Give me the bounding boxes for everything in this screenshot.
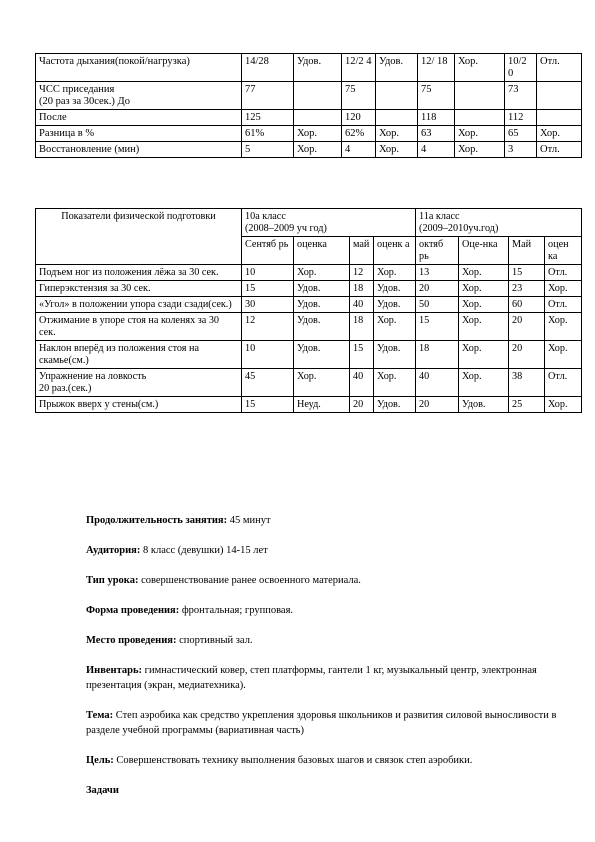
table1-cell: 75 — [342, 82, 376, 110]
lesson-item — [86, 543, 566, 558]
table2-cell: Удов. — [294, 297, 350, 313]
subheader-cell: оцен ка — [545, 237, 582, 265]
lesson-item-text: гимнастический ковер, степ платформы, гантели 1 кг, музыкальный центр, электронная презентация (экран, медиатехника). — [86, 665, 537, 691]
lesson-item-label: Аудитория: — [86, 545, 141, 556]
lesson-item-text: фронтальная; групповая. — [179, 605, 294, 616]
table1-cell — [455, 82, 505, 110]
table1-cell: 14/28 — [242, 54, 294, 82]
table1-body — [36, 54, 582, 158]
table1-cell: Хор. — [376, 126, 418, 142]
table2-cell: Хор. — [459, 341, 509, 369]
table1-label-cell: Частота дыхания(покой/нагрузка) — [36, 54, 242, 82]
class10-header: 10а класс (2008–2009 уч год) — [242, 209, 416, 237]
table1-cell: Хор. — [294, 142, 342, 158]
table2-row — [36, 397, 582, 413]
table1-row — [36, 126, 582, 142]
lesson-item-label: Продолжительность занятия: — [86, 515, 228, 526]
table2-cell: 15 — [416, 313, 459, 341]
lesson-item-text: Степ аэробика как средство укрепления здоровья школьников и развития силовой выносливости в разделе учебной программы (вариативная часть) — [86, 710, 557, 736]
subheader-cell: октяб рь — [416, 237, 459, 265]
table2-cell: Хор. — [545, 281, 582, 297]
table2-cell: 20 — [509, 313, 545, 341]
table1-cell: Хор. — [455, 54, 505, 82]
lesson-item-label: Инвентарь: — [86, 665, 143, 676]
table1-label-cell: Восстановление (мин) — [36, 142, 242, 158]
table1-cell: 125 — [242, 110, 294, 126]
table1-cell — [537, 110, 582, 126]
table2-row — [36, 281, 582, 297]
lesson-item — [86, 708, 566, 738]
table2-cell: 10 — [242, 341, 294, 369]
table2-row — [36, 341, 582, 369]
lesson-item-text: 8 класс (девушки) 14-15 лет — [140, 545, 268, 556]
table1-cell: 12/2 4 — [342, 54, 376, 82]
table2-cell: 40 — [350, 369, 374, 397]
table1-cell — [376, 110, 418, 126]
table2-cell: Хор. — [545, 313, 582, 341]
lesson-item-label: Тип урока: — [86, 575, 139, 586]
table2-header-row — [36, 209, 582, 237]
table2-row — [36, 297, 582, 313]
table2-cell: Удов. — [294, 341, 350, 369]
table2-cell: Неуд. — [294, 397, 350, 413]
table1-cell: 10/2 0 — [505, 54, 537, 82]
lesson-item-label: Цель: — [86, 755, 114, 766]
indicator-header: Показатели физической подготовки — [36, 209, 242, 265]
table2-cell: Удов. — [374, 397, 416, 413]
lesson-item — [86, 783, 566, 798]
table2-cell: Хор. — [545, 397, 582, 413]
table2-cell: 40 — [350, 297, 374, 313]
subheader-cell: Сентяб рь — [242, 237, 294, 265]
subheader-cell: май — [350, 237, 374, 265]
table2-cell: 18 — [416, 341, 459, 369]
table2-cell: 60 — [509, 297, 545, 313]
table2-cell: Отл. — [545, 265, 582, 281]
table1-cell — [294, 110, 342, 126]
table2-label-cell: Подъем ног из положения лёжа за 30 сек. — [36, 265, 242, 281]
table1-label-cell: После — [36, 110, 242, 126]
table2-cell: Удов. — [374, 297, 416, 313]
table1-cell: Хор. — [455, 142, 505, 158]
table2-label-cell: Прыжок вверх у стены(см.) — [36, 397, 242, 413]
table2-cell: 20 — [416, 397, 459, 413]
table1-cell — [455, 110, 505, 126]
table2-label-cell: «Угол» в положении упора сзади сзади(сек.) — [36, 297, 242, 313]
table1-cell: 77 — [242, 82, 294, 110]
table2-cell: 20 — [509, 341, 545, 369]
table2-cell: Удов. — [459, 397, 509, 413]
table1-cell: Хор. — [376, 142, 418, 158]
table1-label-cell: ЧСС приседания (20 раз за 30сек.) До — [36, 82, 242, 110]
table1-cell: Хор. — [537, 126, 582, 142]
table2-cell: 20 — [416, 281, 459, 297]
table2-cell: Отл. — [545, 369, 582, 397]
lesson-item — [86, 753, 566, 768]
lesson-item-text: совершенствование ранее освоенного материала. — [138, 575, 361, 586]
lesson-info — [86, 513, 566, 813]
table2-cell: 50 — [416, 297, 459, 313]
table2-cell: Отл. — [545, 297, 582, 313]
lesson-item-text: Совершенствовать технику выполнения базовых шагов и связок степ аэробики. — [113, 755, 473, 766]
lesson-item-label: Тема: — [86, 710, 114, 721]
physical-fitness-table — [35, 208, 582, 413]
table2-label-cell: Отжимание в упоре стоя на коленях за 30 сек. — [36, 313, 242, 341]
table1-cell — [537, 82, 582, 110]
table2-cell: 15 — [350, 341, 374, 369]
table1-cell: 4 — [418, 142, 455, 158]
table2-cell: Хор. — [459, 369, 509, 397]
lesson-item-label: Задачи — [86, 785, 119, 796]
table1-cell: 120 — [342, 110, 376, 126]
table1-cell: 62% — [342, 126, 376, 142]
table1-row — [36, 54, 582, 82]
table1-cell: 3 — [505, 142, 537, 158]
table1-cell: 4 — [342, 142, 376, 158]
table1-cell: Отл. — [537, 142, 582, 158]
table1-cell: Удов. — [376, 54, 418, 82]
table2-cell: Хор. — [374, 313, 416, 341]
table2-cell: 45 — [242, 369, 294, 397]
table2-cell: 30 — [242, 297, 294, 313]
table2-cell: 15 — [242, 281, 294, 297]
lesson-item — [86, 633, 566, 648]
table2-cell: Хор. — [374, 369, 416, 397]
table2-cell: Хор. — [374, 265, 416, 281]
table2-cell: 12 — [242, 313, 294, 341]
table2-cell: Удов. — [374, 281, 416, 297]
table1-row — [36, 110, 582, 126]
table2-label-cell: Наклон вперёд из положения стоя на скамье(см.) — [36, 341, 242, 369]
table2-body — [36, 265, 582, 413]
table1-cell: 112 — [505, 110, 537, 126]
table2-cell: 18 — [350, 281, 374, 297]
class11-header: 11а класс (2009–2010уч.год) — [416, 209, 582, 237]
table2-cell: 13 — [416, 265, 459, 281]
lesson-item-text: 45 минут — [227, 515, 271, 526]
table1-cell: 12/ 18 — [418, 54, 455, 82]
table2-cell: 12 — [350, 265, 374, 281]
subheader-cell: Оце-нка — [459, 237, 509, 265]
lesson-item-label: Место проведения: — [86, 635, 177, 646]
subheader-cell: оценк а — [374, 237, 416, 265]
table2-cell: Удов. — [374, 341, 416, 369]
table2-label-cell: Упражнение на ловкость 20 раз.(сек.) — [36, 369, 242, 397]
table2-cell: Хор. — [294, 369, 350, 397]
table2-cell: 40 — [416, 369, 459, 397]
table2-cell: 15 — [509, 265, 545, 281]
table2-row — [36, 369, 582, 397]
table2-cell: Удов. — [294, 313, 350, 341]
table1-cell: 63 — [418, 126, 455, 142]
table2-cell: 18 — [350, 313, 374, 341]
table1-cell — [294, 82, 342, 110]
subheader-cell: оценка — [294, 237, 350, 265]
table2-cell: Хор. — [294, 265, 350, 281]
table1-cell: 118 — [418, 110, 455, 126]
table2-cell: Хор. — [459, 265, 509, 281]
table1-row — [36, 142, 582, 158]
table2-label-cell: Гиперэкстензия за 30 сек. — [36, 281, 242, 297]
table1-cell: 5 — [242, 142, 294, 158]
table2-cell: 38 — [509, 369, 545, 397]
table2-cell: Удов. — [294, 281, 350, 297]
table1-cell: 73 — [505, 82, 537, 110]
table2-row — [36, 313, 582, 341]
lesson-item — [86, 573, 566, 588]
table2-cell: 15 — [242, 397, 294, 413]
lesson-item-text: спортивный зал. — [176, 635, 253, 646]
table2-row — [36, 265, 582, 281]
table1-cell: Хор. — [455, 126, 505, 142]
table2-cell: Хор. — [459, 313, 509, 341]
table1-row — [36, 82, 582, 110]
table2-cell: 20 — [350, 397, 374, 413]
table2-cell: Хор. — [545, 341, 582, 369]
table1-cell: 65 — [505, 126, 537, 142]
table1-label-cell: Разница в % — [36, 126, 242, 142]
subheader-cell: Май — [509, 237, 545, 265]
table2-cell: Хор. — [459, 297, 509, 313]
table1-cell — [376, 82, 418, 110]
table1-cell: 61% — [242, 126, 294, 142]
lesson-item — [86, 603, 566, 618]
table1-cell: Хор. — [294, 126, 342, 142]
table1-cell: Удов. — [294, 54, 342, 82]
table2-cell: 25 — [509, 397, 545, 413]
table1-cell: 75 — [418, 82, 455, 110]
table1-cell: Отл. — [537, 54, 582, 82]
table2-cell: 10 — [242, 265, 294, 281]
table2-cell: 23 — [509, 281, 545, 297]
respiration-heart-rate-table — [35, 53, 582, 158]
lesson-item — [86, 663, 566, 693]
lesson-item-label: Форма проведения: — [86, 605, 180, 616]
table2-cell: Хор. — [459, 281, 509, 297]
lesson-item — [86, 513, 566, 528]
